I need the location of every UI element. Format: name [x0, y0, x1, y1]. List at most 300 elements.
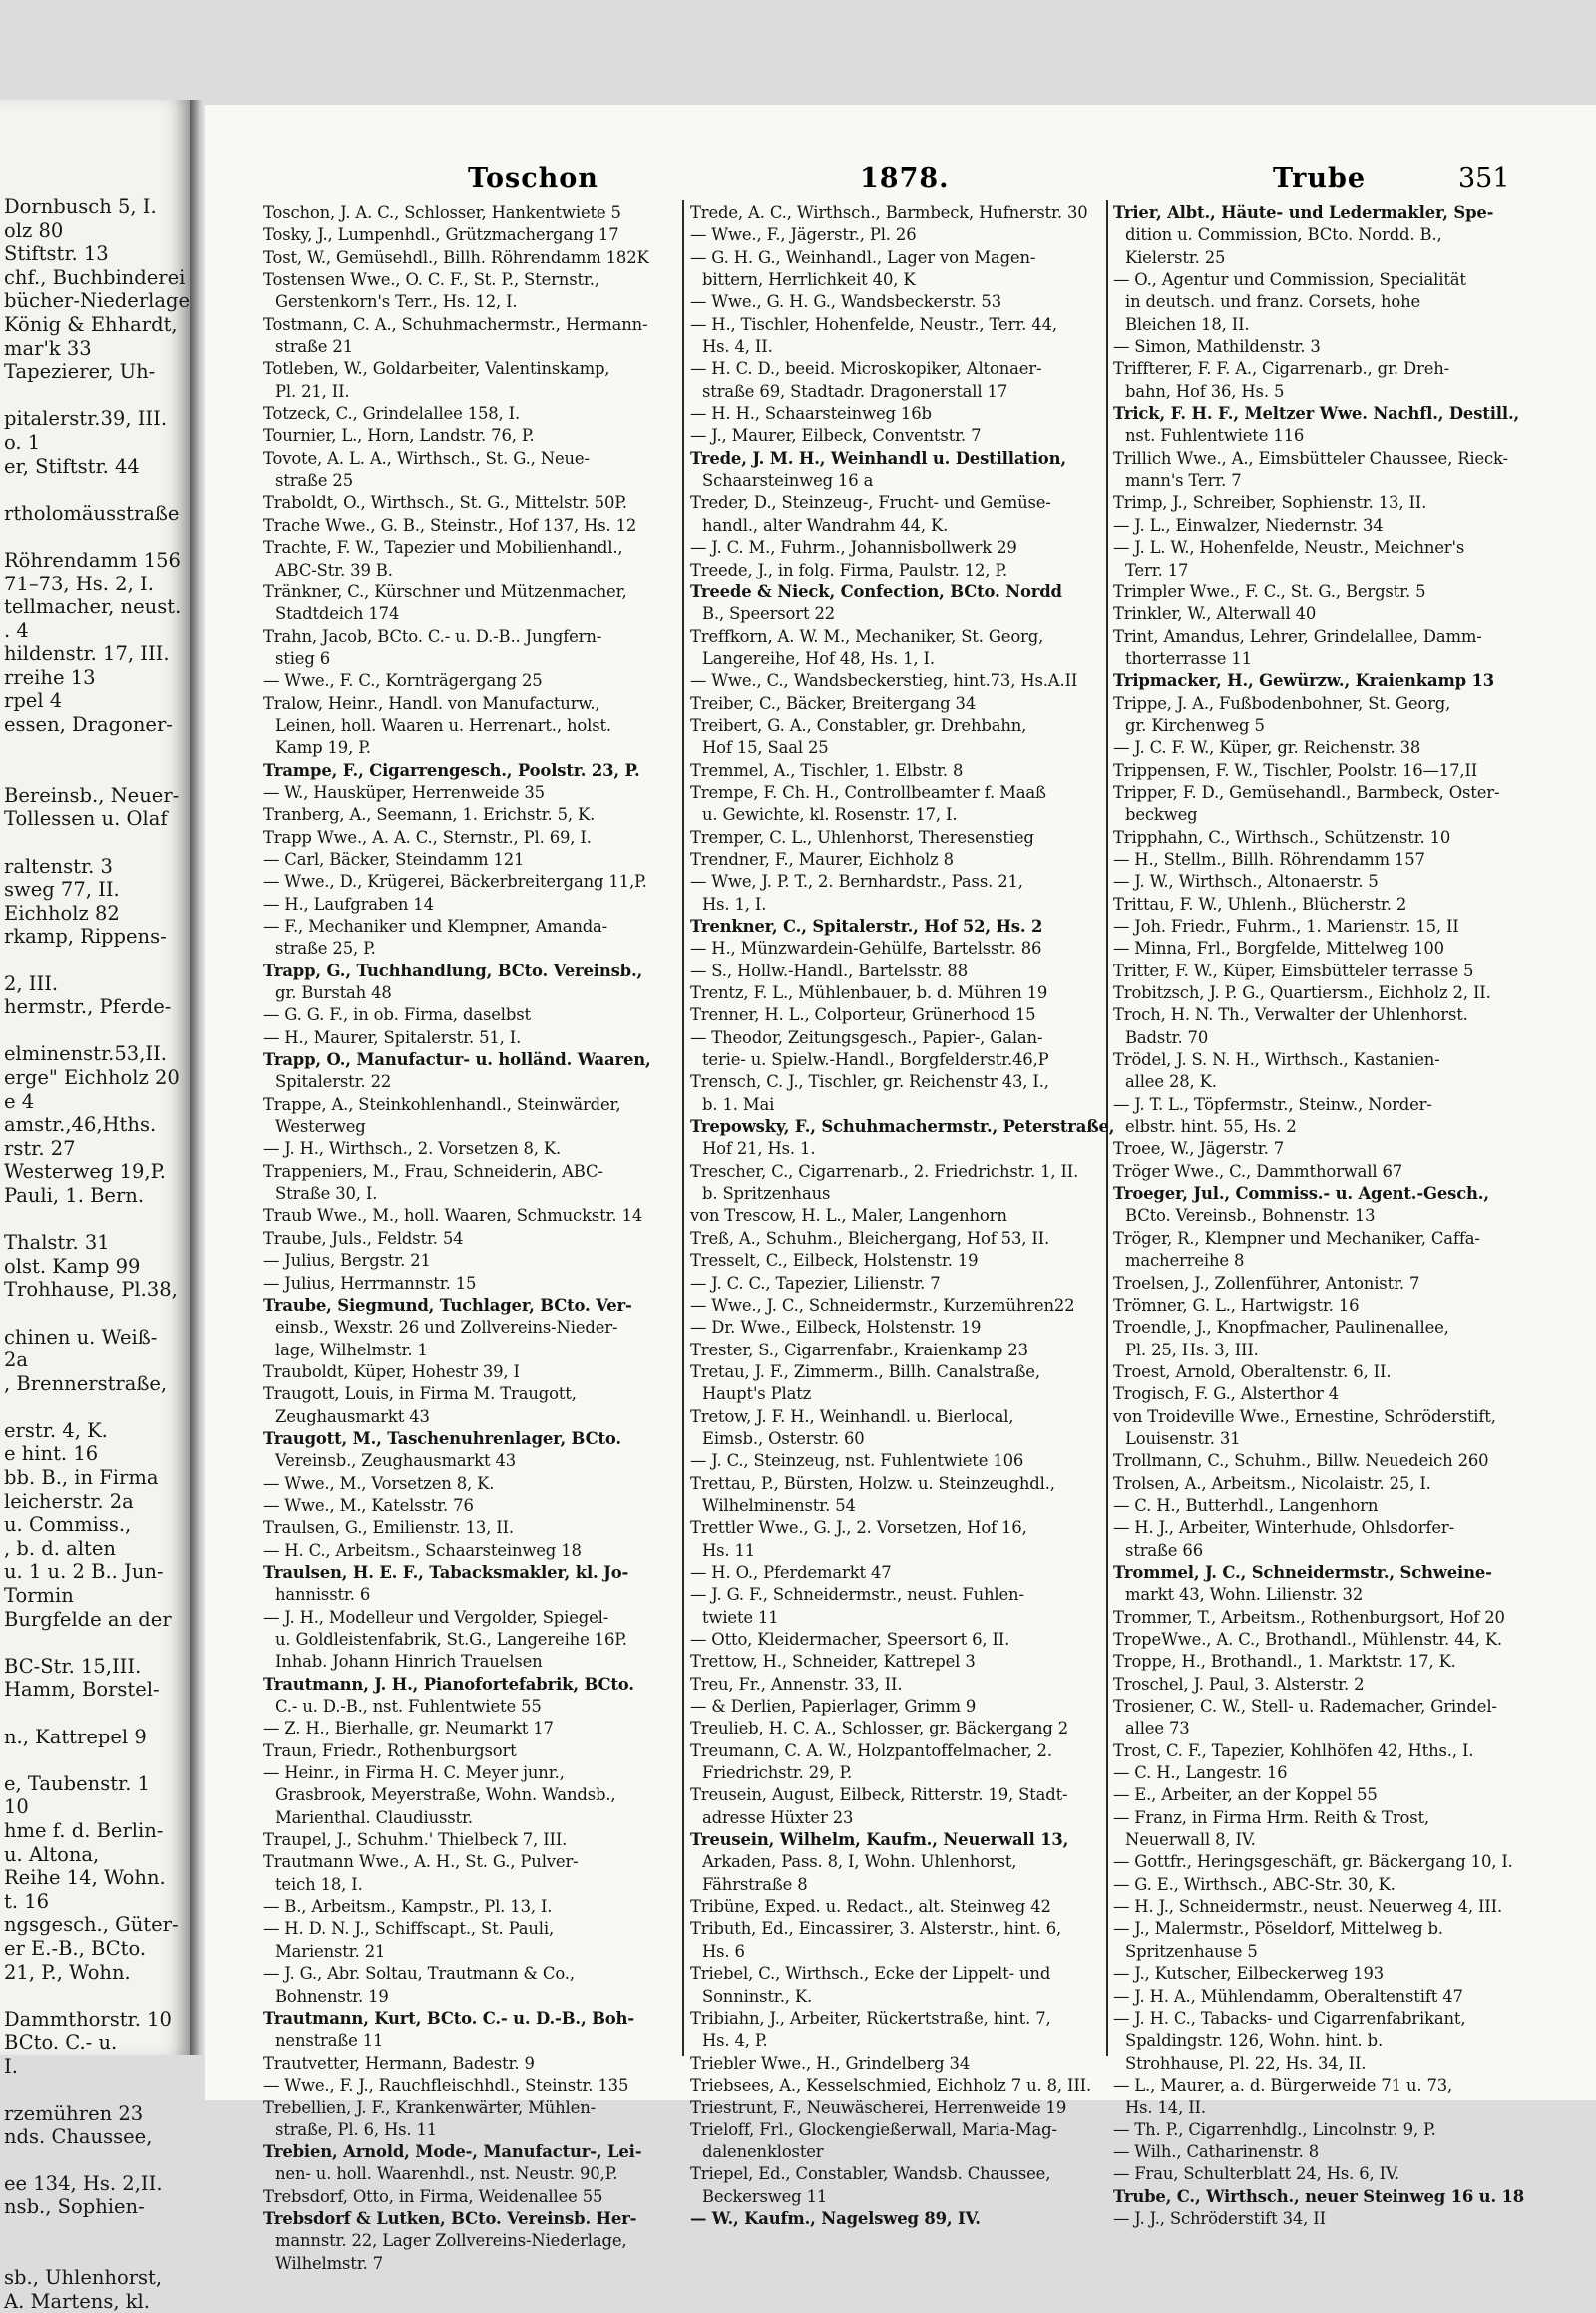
- directory-entry: Trebsdorf & Lutken, BCto. Vereinsb. Her-: [263, 2208, 637, 2228]
- directory-entry: Treiber, C., Bäcker, Breitergang 34: [690, 693, 977, 713]
- directory-entry: Trippe, J. A., Fußbodenbohner, St. Georg,: [1113, 693, 1451, 713]
- entry-continuation: Pl. 21, II.: [275, 381, 350, 401]
- facing-page-line: Bereinsb., Neuer-: [4, 783, 180, 807]
- directory-entry: Trube, C., Wirthsch., neuer Steinweg 16 u. 18: [1113, 2186, 1525, 2206]
- directory-entry: Triebsees, A., Kesselschmied, Eichholz 7 u. 8, III.: [690, 2075, 1092, 2095]
- entry-continuation: lage, Wilhelmstr. 1: [275, 1340, 428, 1359]
- facing-page-line: BCto. C.- u.: [4, 2031, 118, 2055]
- directory-entry: Trommel, J. C., Schneidermstr., Schweine-: [1113, 1562, 1492, 1582]
- directory-entry: von Trescow, H. L., Maler, Langenhorn: [690, 1206, 1007, 1226]
- entry-continuation: einsb., Wexstr. 26 und Zollvereins-Nieder-: [275, 1318, 618, 1338]
- directory-entry: Treusein, August, Eilbeck, Ritterstr. 19, Stadt-: [690, 1785, 1068, 1805]
- entry-continuation: Hs. 14, II.: [1125, 2098, 1206, 2118]
- entry-continuation: straße 21: [275, 337, 353, 357]
- directory-entry: Trömner, G. L., Hartwigstr. 16: [1113, 1295, 1360, 1315]
- directory-entry: — Wwe., G. H. G., Wandsbeckerstr. 53: [690, 292, 1001, 312]
- directory-entry: Tovote, A. L. A., Wirthsch., St. G., Neue-: [263, 448, 590, 468]
- directory-entry: — Wwe., F. J., Rauchfleischhdl., Steinstr. 135: [263, 2075, 629, 2095]
- entry-continuation: mannstr. 22, Lager Zollvereins-Niederlage,: [275, 2231, 627, 2251]
- directory-entry: — Wilh., Catharinenstr. 8: [1113, 2141, 1320, 2161]
- facing-page-line: Westerweg 19,P.: [4, 1160, 166, 1184]
- facing-page-line: n., Kattrepel 9: [4, 1725, 147, 1748]
- entry-continuation: B., Speersort 22: [702, 604, 835, 624]
- entry-continuation: mann's Terr. 7: [1125, 471, 1242, 491]
- column-rule: [682, 200, 684, 2056]
- directory-entry: Tripmacker, H., Gewürzw., Kraienkamp 13: [1113, 671, 1495, 691]
- facing-page-line: e, Taubenstr. 1: [4, 1771, 151, 1795]
- entry-continuation: terie- u. Spielw.-Handl., Borgfelderstr.46,P: [702, 1050, 1049, 1070]
- directory-entry: Trede, A. C., Wirthsch., Barmbeck, Hufnerstr. 30: [690, 203, 1088, 222]
- entry-continuation: Neuerwall 8, IV.: [1125, 1830, 1256, 1850]
- facing-page-line: u. 1 u. 2 B.. Jun-: [4, 1560, 164, 1584]
- facing-page-line: u. Altona,: [4, 1842, 100, 1866]
- facing-page-line: Pauli, 1. Bern.: [4, 1183, 145, 1207]
- directory-entry: Toschon, J. A. C., Schlosser, Hankentwiete 5: [263, 203, 621, 222]
- facing-page-line: [4, 760, 188, 784]
- header-year: 1878.: [860, 163, 950, 193]
- directory-entry: — Wwe., M., Katelsstr. 76: [263, 1495, 474, 1515]
- facing-page-line: . 4: [4, 618, 29, 642]
- directory-entry: Traugott, Louis, in Firma M. Traugott,: [263, 1384, 577, 1404]
- facing-page-line: e hint. 16: [4, 1442, 99, 1466]
- entry-continuation: allee 73: [1125, 1719, 1190, 1738]
- facing-page-line: [4, 1019, 188, 1043]
- directory-entry: — Minna, Frl., Borgfelde, Mittelweg 100: [1113, 939, 1444, 959]
- directory-entry: Troppe, H., Brothandl., 1. Marktstr. 17, K.: [1113, 1652, 1456, 1672]
- facing-page-line: Röhrendamm 156: [4, 548, 181, 572]
- directory-entry: Trauboldt, Küper, Hohestr 39, I: [263, 1361, 520, 1381]
- entry-continuation: Marienthal. Claudiusstr.: [275, 1807, 473, 1827]
- entry-continuation: Strohhause, Pl. 22, Hs. 34, II.: [1125, 2053, 1367, 2073]
- directory-entry: Triestrunt, F., Neuwäscherei, Herrenweide 19: [690, 2098, 1067, 2118]
- entry-continuation: Inhab. Johann Hinrich Trauelsen: [275, 1652, 543, 1672]
- directory-entry: — J., Malermstr., Pöseldorf, Mittelweg b.: [1113, 1919, 1443, 1939]
- directory-entry: — Heinr., in Firma H. C. Meyer junr.,: [263, 1763, 565, 1783]
- directory-entry: Totleben, W., Goldarbeiter, Valentinskamp,: [263, 359, 610, 379]
- entry-continuation: Marienstr. 21: [275, 1941, 386, 1961]
- directory-entry: Trautmann, J. H., Pianofortefabrik, BCto.: [263, 1674, 634, 1694]
- directory-entry: — J. G. F., Schneidermstr., neust. Fuhlen-: [690, 1585, 1024, 1605]
- directory-entry: Trautmann Wwe., A. H., St. G., Pulver-: [263, 1852, 579, 1872]
- entry-continuation: Spaldingstr. 126, Wohn. hint. b.: [1125, 2031, 1384, 2051]
- entry-continuation: Badstr. 70: [1125, 1027, 1209, 1047]
- directory-entry: Troest, Arnold, Oberaltenstr. 6, II.: [1113, 1361, 1392, 1381]
- entry-continuation: in deutsch. und franz. Corsets, hohe: [1125, 292, 1421, 312]
- directory-entry: Tributh, Ed., Eincassirer, 3. Alsterstr., hint. 6,: [690, 1919, 1062, 1939]
- facing-page-line: raltenstr. 3: [4, 854, 113, 878]
- directory-entry: Traugott, M., Taschenuhrenlager, BCto.: [263, 1428, 621, 1448]
- directory-entry: — Wwe., F. C., Kornträgergang 25: [263, 671, 543, 691]
- directory-entry: Trampe, F., Cigarrengesch., Poolstr. 23, P.: [263, 760, 640, 780]
- directory-entry: Tripper, F. D., Gemüsehandl., Barmbeck, Oster-: [1113, 782, 1500, 802]
- directory-entry: Traulsen, H. E. F., Tabacksmakler, kl. Jo-: [263, 1562, 629, 1582]
- directory-entry: TropeWwe., A. C., Brothandl., Mühlenstr. 44, K.: [1113, 1630, 1502, 1649]
- directory-entry: — J. H., Modelleur und Vergolder, Spiegel-: [263, 1607, 609, 1627]
- directory-entry: Tribiahn, J., Arbeiter, Rückertstraße, hint. 7,: [690, 2008, 1051, 2028]
- directory-entry: — G. H. G., Weinhandl., Lager von Magen-: [690, 247, 1036, 267]
- entry-continuation: Hs. 4, P.: [702, 2031, 768, 2051]
- entry-continuation: Vereinsb., Zeughausmarkt 43: [275, 1451, 517, 1471]
- directory-entry: — Th. P., Cigarrenhdlg., Lincolnstr. 9, P.: [1113, 2120, 1436, 2139]
- entry-continuation: Langereihe, Hof 48, Hs. 1, I.: [702, 648, 935, 668]
- facing-page-line: [4, 737, 188, 761]
- facing-page-line: [4, 1208, 188, 1232]
- facing-page-line: nds. Chaussee,: [4, 2124, 153, 2148]
- directory-entry: — Julius, Bergstr. 21: [263, 1251, 431, 1271]
- entry-continuation: straße 66: [1125, 1540, 1203, 1560]
- directory-entry: Traboldt, O., Wirthsch., St. G., Mittelstr. 50P.: [263, 493, 627, 513]
- directory-entry: Trapp Wwe., A. A. C., Sternstr., Pl. 69, I.: [263, 827, 592, 847]
- facing-page-line: Trohhause, Pl.38,: [4, 1278, 178, 1302]
- directory-entry: Treibert, G. A., Constabler, gr. Drehbahn,: [690, 715, 1027, 735]
- entry-continuation: Sonninstr., K.: [702, 1986, 813, 2006]
- directory-entry: Tralow, Heinr., Handl. von Manufacturw.,: [263, 693, 600, 713]
- directory-entry: — J. C. M., Fuhrm., Johannisbollwerk 29: [690, 538, 1017, 558]
- directory-entry: Treß, A., Schuhm., Bleichergang, Hof 53, II.: [690, 1228, 1050, 1248]
- directory-entry: Tosky, J., Lumpenhdl., Grützmachergang 17: [263, 225, 619, 245]
- facing-page-line: [4, 1302, 188, 1326]
- directory-entry: — Theodor, Zeitungsgesch., Papier-, Galan-: [690, 1027, 1043, 1047]
- directory-entry: Traupel, J., Schuhm.' Thielbeck 7, III.: [263, 1830, 568, 1850]
- directory-entry: — J. H., Wirthsch., 2. Vorsetzen 8, K.: [263, 1139, 562, 1159]
- facing-page-line: König & Ehhardt,: [4, 312, 178, 336]
- directory-entry: — Wwe, J. P. T., 2. Bernhardstr., Pass. 21,: [690, 872, 1023, 892]
- directory-entry: Trolsen, A., Arbeitsm., Nicolaistr. 25, I.: [1113, 1473, 1431, 1493]
- directory-entry: — G. E., Wirthsch., ABC-Str. 30, K.: [1113, 1874, 1396, 1894]
- directory-entry: — H. C., Arbeitsm., Schaarsteinweg 18: [263, 1540, 582, 1560]
- directory-entry: Trede, J. M. H., Weinhandl u. Destillation,: [690, 448, 1066, 468]
- directory-entry: Troelsen, J., Zollenführer, Antonistr. 7: [1113, 1273, 1420, 1293]
- entry-continuation: Stadtdeich 174: [275, 604, 400, 624]
- facing-page-line: Eichholz 82: [4, 901, 120, 925]
- facing-page-line: rpel 4: [4, 689, 63, 713]
- directory-entry: Traulsen, G., Emilienstr. 13, II.: [263, 1518, 514, 1538]
- entry-continuation: Bohnenstr. 19: [275, 1986, 389, 2006]
- directory-entry: Trier, Albt., Häute- und Ledermakler, Spe-: [1113, 203, 1494, 222]
- directory-entry: Tournier, L., Horn, Landstr. 76, P.: [263, 426, 535, 446]
- directory-entry: — C. H., Langestr. 16: [1113, 1763, 1288, 1783]
- facing-page-line: 21, P., Wohn.: [4, 1960, 131, 1984]
- directory-entry: — Franz, in Firma Hrm. Reith & Trost,: [1113, 1807, 1429, 1827]
- directory-column-2: [690, 202, 1115, 2230]
- facing-page-line: sb., Uhlenhorst,: [4, 2266, 163, 2290]
- entry-continuation: Kamp 19, P.: [275, 738, 371, 758]
- directory-entry: — Wwe., M., Vorsetzen 8, K.: [263, 1473, 495, 1493]
- entry-continuation: straße, Pl. 6, Hs. 11: [275, 2120, 438, 2139]
- directory-entry: Trosiener, C. W., Stell- u. Rademacher, Grindel-: [1113, 1697, 1497, 1717]
- directory-entry: Triepel, Ed., Constabler, Wandsb. Chaussee,: [690, 2164, 1051, 2184]
- directory-entry: Trendner, F., Maurer, Eichholz 8: [690, 849, 954, 869]
- entry-continuation: nen- u. holl. Waarenhdl., nst. Neustr. 90,P.: [275, 2164, 618, 2184]
- facing-page-line: 71–73, Hs. 2, I.: [4, 572, 154, 595]
- header-last-entry: Trube: [1273, 163, 1367, 193]
- directory-entry: Treede, J., in folg. Firma, Paulstr. 12, P.: [690, 560, 1008, 579]
- directory-entry: Troschel, J. Paul, 3. Alsterstr. 2: [1113, 1674, 1365, 1694]
- directory-entry: Trimpler Wwe., F. C., St. G., Bergstr. 5: [1113, 581, 1426, 601]
- entry-continuation: Beckersweg 11: [702, 2186, 828, 2206]
- directory-entry: Trint, Amandus, Lehrer, Grindelallee, Damm-: [1113, 626, 1482, 646]
- entry-continuation: Hof 15, Saal 25: [702, 738, 829, 758]
- directory-entry: Trenkner, C., Spitalerstr., Hof 52, Hs. 2: [690, 917, 1043, 936]
- directory-entry: — H. D. N. J., Schiffscapt., St. Pauli,: [263, 1919, 555, 1939]
- directory-entry: — G. G. F., in ob. Firma, daselbst: [263, 1005, 531, 1025]
- facing-page-line: pitalerstr.39, III.: [4, 407, 168, 431]
- entry-continuation: Wilhelminenstr. 54: [702, 1495, 856, 1515]
- facing-page-line: [4, 1702, 188, 1726]
- entry-continuation: straße 25, P.: [275, 939, 376, 959]
- directory-entry: — B., Arbeitsm., Kampstr., Pl. 13, I.: [263, 1897, 553, 1917]
- page-header: [205, 163, 1596, 196]
- directory-entry: — C. H., Butterhdl., Langenhorn: [1113, 1495, 1379, 1515]
- directory-entry: Tripphahn, C., Wirthsch., Schützenstr. 10: [1113, 827, 1451, 847]
- entry-continuation: dition u. Commission, BCto. Nordd. B.,: [1125, 225, 1442, 245]
- entry-continuation: markt 43, Wohn. Lilienstr. 32: [1125, 1585, 1364, 1605]
- directory-entry: — J. W., Wirthsch., Altonaerstr. 5: [1113, 872, 1379, 892]
- facing-page-line: e 4: [4, 1089, 35, 1113]
- entry-continuation: teich 18, I.: [275, 1874, 363, 1894]
- directory-entry: Totzeck, C., Grindelallee 158, I.: [263, 404, 521, 424]
- facing-page-line: , Brennerstraße,: [4, 1371, 168, 1395]
- directory-entry: — J. H. C., Tabacks- und Cigarrenfabrikant,: [1113, 2008, 1466, 2028]
- directory-entry: Trost, C. F., Tapezier, Kohlhöfen 42, Hths., I.: [1113, 1740, 1474, 1760]
- directory-entry: Tremper, C. L., Uhlenhorst, Theresenstieg: [690, 827, 1034, 847]
- facing-page-line: erge" Eichholz 20: [4, 1065, 180, 1089]
- directory-entry: Troee, W., Jägerstr. 7: [1113, 1139, 1285, 1159]
- directory-entry: Trentz, F. L., Mühlenbauer, b. d. Mühren 19: [690, 983, 1048, 1003]
- facing-page-line: hildenstr. 17, III.: [4, 642, 170, 666]
- directory-entry: Tröger, R., Klempner und Mechaniker, Caffa-: [1113, 1228, 1480, 1248]
- directory-entry: Traube, Juls., Feldstr. 54: [263, 1228, 464, 1248]
- entry-continuation: bahn, Hof 36, Hs. 5: [1125, 381, 1285, 401]
- directory-entry: Trempe, F. Ch. H., Controllbeamter f. Maaß: [690, 782, 1046, 802]
- facing-page-line: [4, 2219, 188, 2243]
- directory-page: [205, 105, 1596, 2273]
- directory-entry: Tretow, J. F. H., Weinhandl. u. Bierlocal,: [690, 1406, 1014, 1426]
- facing-page-line: ngsgesch., Güter-: [4, 1913, 179, 1937]
- entry-continuation: dalenenkloster: [702, 2141, 824, 2161]
- entry-continuation: macherreihe 8: [1125, 1251, 1245, 1271]
- facing-page-line: rstr. 27: [4, 1136, 76, 1160]
- facing-page-line: er E.-B., BCto.: [4, 1936, 147, 1960]
- directory-entry: — H. H., Schaarsteinweg 16b: [690, 404, 932, 424]
- facing-page-line: elminenstr.53,II.: [4, 1042, 167, 1066]
- facing-page-line: [4, 1395, 188, 1419]
- directory-entry: Treede & Nieck, Confection, BCto. Nordd: [690, 581, 1062, 601]
- directory-entry: — H. J., Schneidermstr., neust. Neuerweg 4, III.: [1113, 1897, 1503, 1917]
- entry-continuation: Eimsb., Osterstr. 60: [702, 1428, 865, 1448]
- directory-entry: — F., Mechaniker und Klempner, Amanda-: [263, 917, 608, 936]
- directory-entry: Trippensen, F. W., Tischler, Poolstr. 16—17,II: [1113, 760, 1478, 780]
- directory-entry: Tost, W., Gemüsehdl., Billh. Röhrendamm 182K: [263, 247, 649, 267]
- directory-entry: Trepowsky, F., Schuhmachermstr., Peterstraße,: [690, 1117, 1115, 1137]
- directory-entry: Trapp, O., Manufactur- u. holländ. Waaren,: [263, 1050, 651, 1070]
- entry-continuation: adresse Hüxter 23: [702, 1807, 854, 1827]
- directory-column-3: [1113, 202, 1532, 2230]
- directory-entry: — Otto, Kleidermacher, Speersort 6, II.: [690, 1630, 1010, 1649]
- directory-entry: — J. C., Steinzeug, nst. Fuhlentwiete 106: [690, 1451, 1024, 1471]
- facing-page-line: mar'k 33: [4, 336, 92, 360]
- directory-entry: Tribüne, Exped. u. Redact., alt. Steinweg 42: [690, 1897, 1051, 1917]
- directory-entry: Tröger Wwe., C., Dammthorwall 67: [1113, 1161, 1403, 1181]
- entry-continuation: u. Gewichte, kl. Rosenstr. 17, I.: [702, 805, 958, 825]
- directory-entry: — J., Maurer, Eilbeck, Conventstr. 7: [690, 426, 982, 446]
- facing-page-line: leicherstr. 2a: [4, 1489, 134, 1513]
- entry-continuation: gr. Burstah 48: [275, 983, 392, 1003]
- directory-entry: Trollmann, C., Schuhm., Billw. Neuedeich 260: [1113, 1451, 1489, 1471]
- directory-entry: Trenner, H. L., Colporteur, Grünerhood 15: [690, 1005, 1036, 1025]
- directory-entry: — Simon, Mathildenstr. 3: [1113, 337, 1321, 357]
- directory-entry: Trettow, H., Schneider, Kattrepel 3: [690, 1652, 976, 1672]
- directory-entry: Treumann, C. A. W., Holzpantoffelmacher, 2.: [690, 1740, 1052, 1760]
- directory-entry: — J. L. W., Hohenfelde, Neustr., Meichner's: [1113, 538, 1465, 558]
- directory-entry: — J. T. L., Töpfermstr., Steinw., Norder-: [1113, 1094, 1432, 1114]
- entry-continuation: handl., alter Wandrahm 44, K.: [702, 515, 949, 535]
- directory-entry: — H. O., Pferdemarkt 47: [690, 1562, 892, 1582]
- facing-page-line: [4, 478, 188, 502]
- facing-page-line: Stiftstr. 13: [4, 242, 109, 266]
- directory-entry: Trautmann, Kurt, BCto. C.- u. D.-B., Boh-: [263, 2008, 634, 2028]
- directory-entry: Trapp, G., Tuchhandlung, BCto. Vereinsb.,: [263, 961, 643, 980]
- entry-continuation: Zeughausmarkt 43: [275, 1406, 430, 1426]
- directory-entry: Trachte, F. W., Tapezier und Mobilienhandl.,: [263, 538, 623, 558]
- entry-continuation: Gerstenkorn's Terr., Hs. 12, I.: [275, 292, 518, 312]
- directory-entry: Trettau, P., Bürsten, Holzw. u. Steinzeughdl.,: [690, 1473, 1055, 1493]
- directory-entry: Trobitzsch, J. P. G., Quartiersm., Eichholz 2, II.: [1113, 983, 1491, 1003]
- facing-page-line: [4, 831, 188, 855]
- facing-page-line: chf., Buchbinderei: [4, 265, 186, 289]
- entry-continuation: Leinen, holl. Waaren u. Herrenart., holst.: [275, 715, 611, 735]
- directory-entry: Troendle, J., Knopfmacher, Paulinenallee,: [1113, 1318, 1449, 1338]
- facing-page-line: Dammthorstr. 10: [4, 2007, 172, 2031]
- entry-continuation: gr. Kirchenweg 5: [1125, 715, 1265, 735]
- directory-entry: — S., Hollw.-Handl., Bartelsstr. 88: [690, 961, 968, 980]
- directory-entry: Trimp, J., Schreiber, Sophienstr. 13, II.: [1113, 493, 1427, 513]
- entry-continuation: Arkaden, Pass. 8, I, Wohn. Uhlenhorst,: [702, 1852, 1017, 1872]
- facing-page-line: 10: [4, 1795, 29, 1819]
- facing-page-left: [0, 100, 193, 2313]
- facing-page-line: bücher-Niederlage: [4, 289, 191, 313]
- directory-entry: — J. C. C., Tapezier, Lilienstr. 7: [690, 1273, 941, 1293]
- entry-continuation: Hs. 4, II.: [702, 337, 773, 357]
- directory-entry: — Carl, Bäcker, Steindamm 121: [263, 849, 525, 869]
- directory-entry: — H., Stellm., Billh. Röhrendamm 157: [1113, 849, 1425, 869]
- facing-page-line: [4, 2243, 188, 2267]
- facing-page-line: A. Martens, kl.: [4, 2289, 150, 2313]
- facing-page-line: bb. B., in Firma: [4, 1466, 159, 1490]
- directory-entry: — L., Maurer, a. d. Bürgerweide 71 u. 73,: [1113, 2075, 1453, 2095]
- directory-entry: Trahn, Jacob, BCto. C.- u. D.-B.. Jungfern-: [263, 626, 602, 646]
- entry-continuation: Spitalerstr. 22: [275, 1072, 392, 1092]
- entry-continuation: Hs. 1, I.: [702, 894, 767, 914]
- directory-column-1: [263, 202, 682, 2275]
- directory-entry: Treder, D., Steinzeug-, Frucht- und Gemüse-: [690, 493, 1051, 513]
- entry-continuation: nenstraße 11: [275, 2031, 384, 2051]
- directory-entry: Trommer, T., Arbeitsm., Rothenburgsort, Hof 20: [1113, 1607, 1505, 1627]
- page-number: 351: [1458, 163, 1510, 193]
- facing-page-line: [4, 2079, 188, 2103]
- book-gutter: [190, 100, 205, 2055]
- directory-entry: Triebel, C., Wirthsch., Ecke der Lippelt- und: [690, 1964, 1051, 1984]
- directory-entry: Tremmel, A., Tischler, 1. Elbstr. 8: [690, 760, 964, 780]
- directory-entry: — O., Agentur und Commission, Specialität: [1113, 270, 1466, 290]
- directory-entry: Triffterer, F. F. A., Cigarrenarb., gr. Dreh-: [1113, 359, 1450, 379]
- directory-entry: — J. L., Einwalzer, Niedernstr. 34: [1113, 515, 1384, 535]
- directory-entry: — Gottfr., Heringsgeschäft, gr. Bäckergang 10, I.: [1113, 1852, 1513, 1872]
- facing-page-line: [4, 525, 188, 549]
- entry-continuation: Friedrichstr. 29, P.: [702, 1763, 853, 1783]
- directory-entry: Treulieb, H. C. A., Schlosser, gr. Bäckergang 2: [690, 1719, 1069, 1738]
- entry-continuation: twiete 11: [702, 1607, 779, 1627]
- facing-page-line: Tormin: [4, 1584, 74, 1608]
- directory-entry: Traub Wwe., M., holl. Waaren, Schmuckstr. 14: [263, 1206, 643, 1226]
- facing-page-line: rzemühren 23: [4, 2102, 144, 2125]
- facing-page-line: [4, 1631, 188, 1655]
- facing-page-line: erstr. 4, K.: [4, 1418, 108, 1442]
- directory-entry: — Frau, Schulterblatt 24, Hs. 6, IV.: [1113, 2164, 1399, 2184]
- directory-entry: Troch, H. N. Th., Verwalter der Uhlenhorst.: [1113, 1005, 1468, 1025]
- directory-entry: — J. H. A., Mühlendamm, Oberaltenstift 47: [1113, 1986, 1463, 2006]
- facing-page-line: rkamp, Rippens-: [4, 925, 167, 949]
- facing-page-line: [4, 1984, 188, 2008]
- directory-entry: — Z. H., Bierhalle, gr. Neumarkt 17: [263, 1719, 554, 1738]
- directory-entry: — Julius, Herrmannstr. 15: [263, 1273, 477, 1293]
- facing-page-line: Dornbusch 5, I.: [4, 195, 157, 218]
- directory-entry: Trappe, A., Steinkohlenhandl., Steinwärder,: [263, 1094, 621, 1114]
- entry-continuation: b. 1. Mai: [702, 1094, 775, 1114]
- facing-page-line: er, Stiftstr. 44: [4, 454, 140, 478]
- directory-entry: — Wwe., F., Jägerstr., Pl. 26: [690, 225, 917, 245]
- directory-entry: — E., Arbeiter, an der Koppel 55: [1113, 1785, 1378, 1805]
- facing-page-line: [4, 1748, 188, 1772]
- header-first-entry: Toschon: [468, 163, 598, 193]
- facing-page-line: tellmacher, neust.: [4, 595, 182, 619]
- directory-entry: — Wwe., C., Wandsbeckerstieg, hint.73, Hs.A.II: [690, 671, 1078, 691]
- entry-continuation: Wilhelmstr. 7: [275, 2253, 384, 2273]
- directory-entry: Triebler Wwe., H., Grindelberg 34: [690, 2053, 971, 2073]
- directory-entry: — H., Münzwardein-Gehülfe, Bartelsstr. 86: [690, 939, 1042, 959]
- directory-entry: Trillich Wwe., A., Eimsbütteler Chaussee, Rieck-: [1113, 448, 1508, 468]
- entry-continuation: Straße 30, I.: [275, 1184, 378, 1204]
- directory-entry: Trinkler, W., Alterwall 40: [1113, 604, 1317, 624]
- directory-entry: Treu, Fr., Annenstr. 33, II.: [690, 1674, 903, 1694]
- entry-continuation: Bleichen 18, II.: [1125, 314, 1250, 334]
- directory-entry: Trappeniers, M., Frau, Schneiderin, ABC-: [263, 1161, 603, 1181]
- entry-continuation: straße 25: [275, 471, 353, 491]
- facing-page-line: rreihe 13: [4, 665, 96, 689]
- entry-continuation: Hof 21, Hs. 1.: [702, 1139, 816, 1159]
- facing-page-line: 2, III.: [4, 971, 59, 995]
- directory-entry: Trache Wwe., G. B., Steinstr., Hof 137, Hs. 12: [263, 515, 637, 535]
- directory-entry: Tritter, F. W., Küper, Eimsbütteler terrasse 5: [1113, 961, 1474, 980]
- directory-entry: Trebien, Arnold, Mode-, Manufactur-, Lei-: [263, 2141, 642, 2161]
- directory-entry: — W., Hausküper, Herrenweide 35: [263, 782, 545, 802]
- facing-page-line: [4, 949, 188, 972]
- entry-continuation: Spritzenhause 5: [1125, 1941, 1258, 1961]
- entry-continuation: allee 28, K.: [1125, 1072, 1217, 1092]
- entry-continuation: u. Goldleistenfabrik, St.G., Langereihe 16P.: [275, 1630, 627, 1649]
- directory-entry: Troeger, Jul., Commiss.- u. Agent.-Gesch.,: [1113, 1184, 1489, 1204]
- entry-continuation: Louisenstr. 31: [1125, 1428, 1241, 1448]
- facing-page-line: essen, Dragoner-: [4, 713, 173, 737]
- directory-entry: Trebsdorf, Otto, in Firma, Weidenallee 55: [263, 2186, 603, 2206]
- directory-entry: Traube, Siegmund, Tuchlager, BCto. Ver-: [263, 1295, 632, 1315]
- facing-page-line: [4, 2148, 188, 2172]
- entry-continuation: stieg 6: [275, 648, 331, 668]
- facing-page-line: amstr.,46,Hths.: [4, 1113, 157, 1137]
- directory-entry: — H., Maurer, Spitalerstr. 51, I.: [263, 1027, 522, 1047]
- directory-entry: Trogisch, F. G., Alsterthor 4: [1113, 1384, 1340, 1404]
- entry-continuation: Hs. 6: [702, 1941, 745, 1961]
